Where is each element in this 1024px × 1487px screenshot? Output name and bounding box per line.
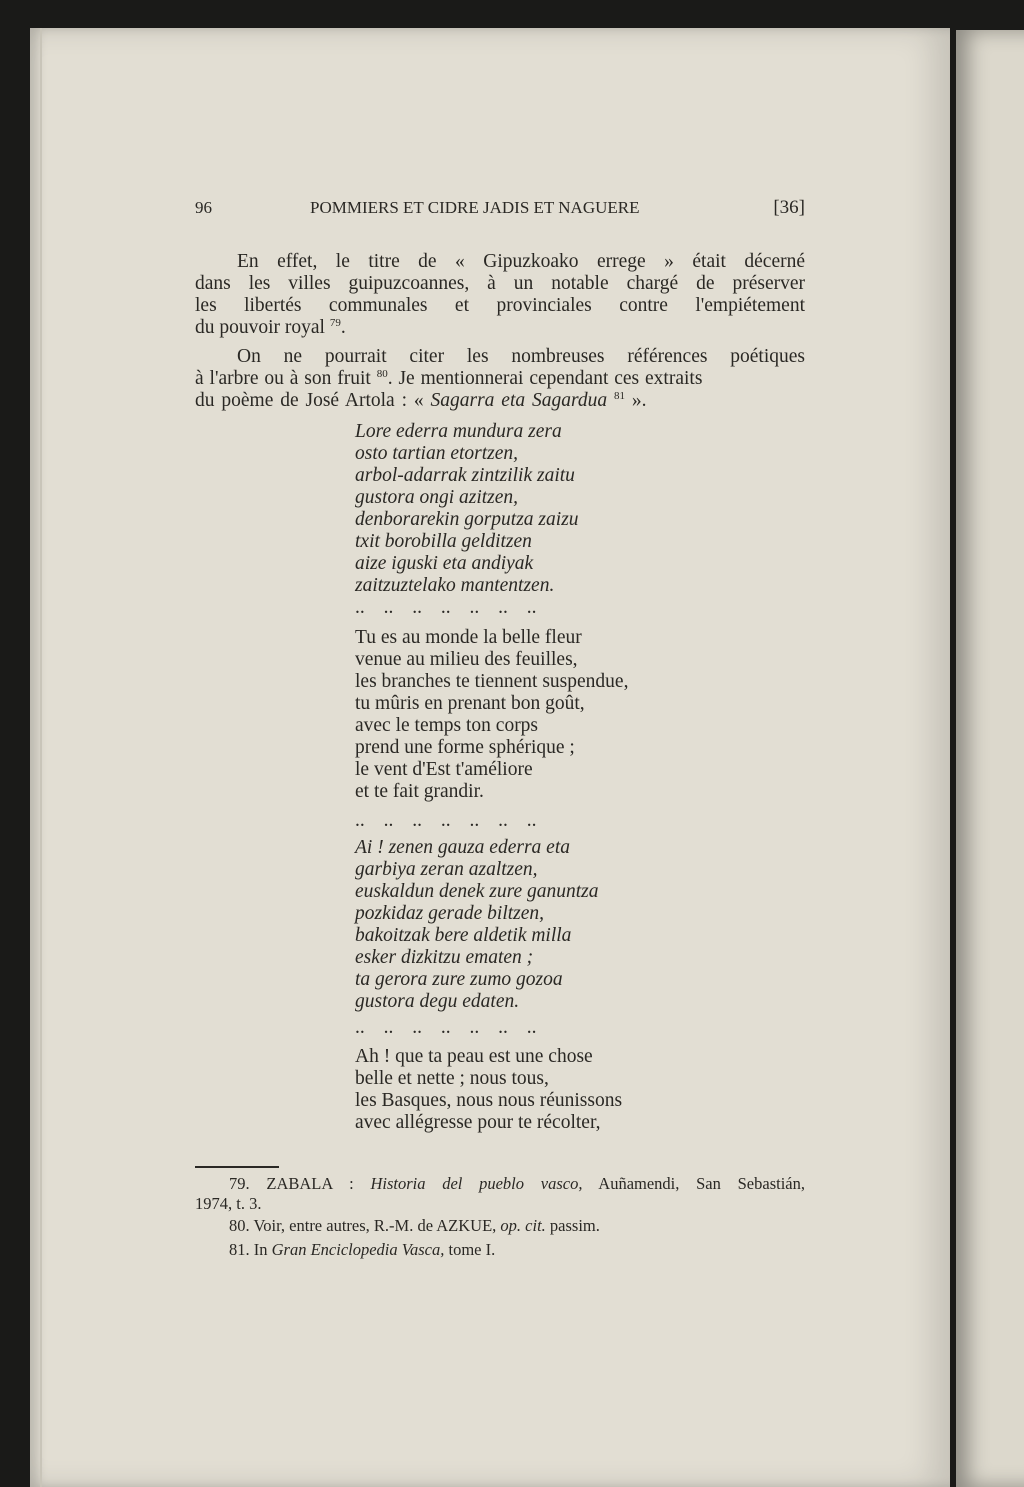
text-line: On ne pourrait citer les nombreuses références poétiques — [237, 346, 805, 367]
cited-title: op. cit. — [500, 1216, 546, 1235]
verse-line: Tu es au monde la belle fleur — [355, 627, 582, 648]
ellipsis: .. .. .. .. .. .. .. — [355, 810, 537, 831]
text: à l'arbre ou à son fruit — [195, 368, 371, 389]
verse-line: Ah ! que ta peau est une chose — [355, 1046, 593, 1067]
facing-page-edge — [956, 30, 1024, 1487]
verse-line: belle et nette ; nous tous, — [355, 1068, 549, 1089]
footnote-ref[interactable]: 80 — [376, 368, 388, 380]
ellipsis: .. .. .. .. .. .. .. — [355, 1017, 537, 1038]
text-line: dans les villes guipuzcoannes, à un notable chargé de préserver — [195, 273, 805, 294]
footnote-ref[interactable]: 79 — [329, 317, 341, 329]
verse-line: esker dizkitzu ematen ; — [355, 947, 534, 968]
running-header — [195, 197, 805, 219]
verse-line: pozkidaz gerade biltzen, — [355, 903, 545, 924]
text: . Je mentionnerai cependant ces extraits — [387, 368, 703, 389]
text-line — [195, 317, 805, 339]
text: tome I. — [444, 1240, 496, 1259]
verse-line: osto tartian etortzen, — [355, 443, 519, 464]
footnote-79-continued: 1974, t. 3. — [195, 1194, 262, 1213]
verse-line: les Basques, nous nous réunissons — [355, 1090, 623, 1111]
text: passim. — [545, 1216, 600, 1235]
page-number: 96 — [195, 198, 212, 217]
text: ». — [625, 390, 647, 411]
verse-line: venue au milieu des feuilles, — [355, 649, 578, 670]
verse-line: garbiya zeran azaltzen, — [355, 859, 538, 880]
text: 79. ZABALA : — [229, 1174, 371, 1193]
verse-line: et te fait grandir. — [355, 781, 484, 802]
verse-line: prend une forme sphérique ; — [355, 737, 575, 758]
text-line — [195, 368, 805, 390]
verse-line: ta gerora zure zumo gozoa — [355, 969, 563, 990]
text-line: En effet, le titre de « Gipuzkoako errege » était décerné — [237, 251, 805, 272]
verse-line: avec allégresse pour te récolter, — [355, 1112, 601, 1133]
verse-line: arbol-adarrak zintzilik zaitu — [355, 465, 575, 486]
verse-line: zaitzuztelako mantentzen. — [355, 575, 555, 596]
text: Auñamendi, San Sebastián, — [582, 1174, 805, 1193]
running-title: POMMIERS ET CIDRE JADIS ET NAGUERE — [310, 198, 640, 217]
verse-line: les branches te tiennent suspendue, — [355, 671, 629, 692]
verse-line: txit borobilla gelditzen — [355, 531, 532, 552]
verse-line: aize iguski eta andiyak — [355, 553, 534, 574]
cited-title: Gran Enciclopedia Vasca, — [271, 1240, 445, 1259]
verse-line: euskaldun denek zure ganuntza — [355, 881, 599, 902]
verse-line: le vent d'Est t'améliore — [355, 759, 533, 780]
footnote-80 — [229, 1216, 839, 1236]
text: . — [340, 317, 346, 338]
text-line — [195, 390, 805, 412]
text: du poème de José Artola : « — [195, 390, 431, 411]
poem-title: Sagarra eta Sagardua — [430, 390, 608, 411]
verse-line: gustora degu edaten. — [355, 991, 520, 1012]
footnote-rule — [195, 1166, 279, 1168]
cited-title: Historia del pueblo vasco, — [370, 1174, 583, 1193]
footnote-79 — [229, 1174, 805, 1194]
verse-line: avec le temps ton corps — [355, 715, 539, 736]
text-line: les libertés communales et provinciales contre l'empiétement — [195, 295, 805, 316]
section-number: [36] — [773, 197, 805, 218]
verse-line: Ai ! zenen gauza ederra eta — [355, 837, 570, 858]
verse-line: tu mûris en prenant bon goût, — [355, 693, 585, 714]
text: du pouvoir royal — [195, 317, 325, 338]
verse-line: gustora ongi azitzen, — [355, 487, 519, 508]
text: 80. Voir, entre autres, R.-M. de AZKUE, — [229, 1216, 501, 1235]
ellipsis: .. .. .. .. .. .. .. — [355, 597, 537, 618]
text: 81. In — [229, 1240, 272, 1259]
footnote-ref[interactable]: 81 — [614, 390, 625, 402]
verse-line: bakoitzak bere aldetik milla — [355, 925, 572, 946]
verse-line: denborarekin gorputza zaizu — [355, 509, 579, 530]
footnote-81 — [229, 1240, 839, 1260]
verse-line: Lore ederra mundura zera — [355, 421, 562, 442]
page-edge — [40, 28, 42, 1487]
